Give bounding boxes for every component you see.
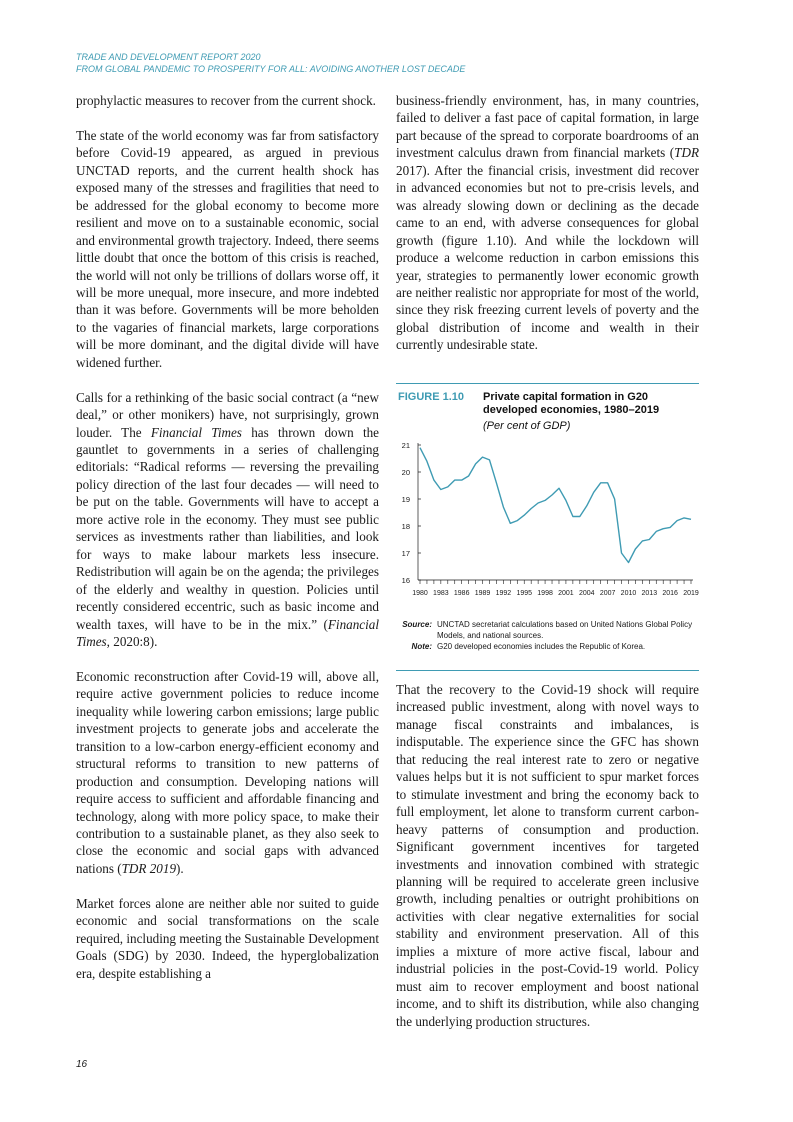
x-tick-label: 2013 bbox=[641, 590, 658, 597]
running-header bbox=[76, 51, 736, 75]
note-key: Note: bbox=[411, 642, 432, 651]
x-tick-label: 2004 bbox=[578, 590, 595, 597]
right-column bbox=[396, 92, 699, 354]
x-tick-label: 2010 bbox=[620, 590, 637, 597]
x-tick-label: 1992 bbox=[495, 590, 512, 597]
y-tick-label: 16 bbox=[401, 576, 410, 585]
figure-title: Private capital formation in G20 developed economies, 1980–2019 bbox=[483, 391, 660, 416]
left-column bbox=[76, 92, 379, 982]
figure-subtitle: (Per cent of GDP) bbox=[483, 420, 571, 432]
x-tick-label: 2019 bbox=[683, 590, 699, 597]
paragraph: The state of the world economy was far from satisfactory before Covid-19 appeared, as argued in previous UNCTAD reports, and the current health shock has exposed many of the stresses and fragilities that need to be addressed for the global economy to become more resilient and move on to a sustainable economic, social and environmental growth trajectory. Indeed, there seems little doubt that once the bottom of this crisis is reached, the world will not only be trillions of dollars worse off, it will be more unequal, more insecure, and more indebted than it was before. Governments will be more beholden to the vagaries of financial markets, large corporations will be more dominant, and the digital divide will have widened further. bbox=[76, 127, 379, 370]
page-number: 16 bbox=[76, 1059, 88, 1070]
header-report-title: TRADE AND DEVELOPMENT REPORT 2020 bbox=[76, 52, 261, 62]
figure-bottom-rule bbox=[396, 670, 699, 671]
x-tick-label: 1989 bbox=[474, 590, 491, 597]
x-tick-label: 1983 bbox=[433, 590, 449, 597]
y-tick-label: 21 bbox=[401, 441, 410, 450]
y-tick-label: 17 bbox=[401, 549, 410, 558]
x-tick-label: 2007 bbox=[599, 590, 616, 597]
right-column-continued bbox=[396, 681, 699, 1030]
figure-source-notes bbox=[396, 620, 699, 653]
paragraph: Market forces alone are neither able nor suited to guide economic and social transformations on the scale required, including meeting the Sustainable Development Goals (SDG) by 2030. Indeed, the hyperglobalization era, despite establishing a bbox=[76, 895, 379, 981]
x-tick-label: 1995 bbox=[516, 590, 533, 597]
figure-top-rule bbox=[396, 383, 699, 384]
y-tick-label: 18 bbox=[401, 522, 410, 531]
note-text: G20 developed economies includes the Republic of Korea. bbox=[437, 642, 646, 651]
header-report-subtitle: FROM GLOBAL PANDEMIC TO PROSPERITY FOR ALL: AVOIDING ANOTHER LOST DECADE bbox=[76, 64, 466, 74]
line-chart bbox=[396, 433, 699, 603]
figure-label: FIGURE 1.10 bbox=[398, 391, 465, 403]
x-tick-label: 1986 bbox=[453, 590, 470, 597]
paragraph: business-friendly environment, has, in many countries, failed to deliver a fast pace of capital formation, in large part because of the spread to corporate boardrooms of an investment calculus drawn from financial markets (TDR 2017). After the financial crisis, investment did recover in advanced economies but not to pre-crisis levels, and was already slowing down or declining as the decade came to an end, with adverse consequences for global growth (figure 1.10). And while the lockdown will produce a welcome reduction in carbon emissions this year, strategies to permanently lower economic growth are neither realistic nor appropriate for most of the world, since they risk freezing current levels of poverty and the global distribution of income and wealth in their currently undesirable state. bbox=[396, 93, 699, 353]
x-tick-label: 1980 bbox=[412, 590, 428, 597]
figure-1-10 bbox=[396, 383, 699, 673]
series-line-private-capital-formation bbox=[420, 448, 691, 563]
source-text: UNCTAD secretariat calculations based on United Nations Global Policy Models, and national sources. bbox=[437, 620, 693, 640]
y-tick-label: 20 bbox=[401, 468, 410, 477]
x-tick-label: 2016 bbox=[662, 590, 678, 597]
paragraph: prophylactic measures to recover from the current shock. bbox=[76, 93, 376, 108]
paragraph: Calls for a rethinking of the basic social contract (a “new deal,” or other monikers) have, not surprisingly, grown louder. The Financial Times has thrown down the gauntlet to governments in a series of challenging editorials: “Radical reforms — reversing the prevailing policy direction of the last four decades — will need to be put on the table. Governments will have to accept a more active role in the economy. They must see public services as investments rather than liabilities, and look for ways to make labour markets less insecure. Redistribution will again be on the agenda; the privileges of the elderly and wealthy in question. Policies until recently considered eccentric, such as basic income and wealth taxes, will have to be in the mix.” (Financial Times, 2020:8). bbox=[76, 389, 379, 650]
paragraph: That the recovery to the Covid-19 shock will require increased public investment, along with novel ways to manage fiscal constraints and imbalances, is indisputable. The experience since the GFC has shown that reducing the real interest rate to zero or negative values helps but it is not sufficient to spur market forces to stimulate investment and bring the economy back to full employment, let alone to transform current carbon-heavy patterns of consumption and production. Significant government incentives for targeted investments and innovation combined with strategic planning will be required to accelerate green inclusive growth, including penalties or outright prohibitions on activities with clear negative externalities for social stability and environment preservation. All of this implies a mixture of more active fiscal, labour and industrial policies in the post-Covid-19 world. Policy must aim to recover employment and boost national income, and to shift its distribution, while also changing the underlying production structures. bbox=[396, 682, 699, 1029]
y-tick-label: 19 bbox=[401, 495, 410, 504]
paragraph: Economic reconstruction after Covid-19 will, above all, require active government policies to reduce income inequality while lowering carbon emissions; large public investment projects to generate jobs and accelerate the transition to a low-carbon energy-efficient economy and structural reforms to transition to new patterns of production and consumption. Developing nations will require access to sufficient and affordable financing and technology, along with more policy space, to make their contribution to a sustainable planet, as they also seek to close the economic and social gaps with advanced nations (TDR 2019). bbox=[76, 668, 379, 876]
x-tick-label: 2001 bbox=[558, 590, 574, 597]
source-key: Source: bbox=[402, 620, 432, 629]
x-tick-label: 1998 bbox=[537, 590, 553, 597]
